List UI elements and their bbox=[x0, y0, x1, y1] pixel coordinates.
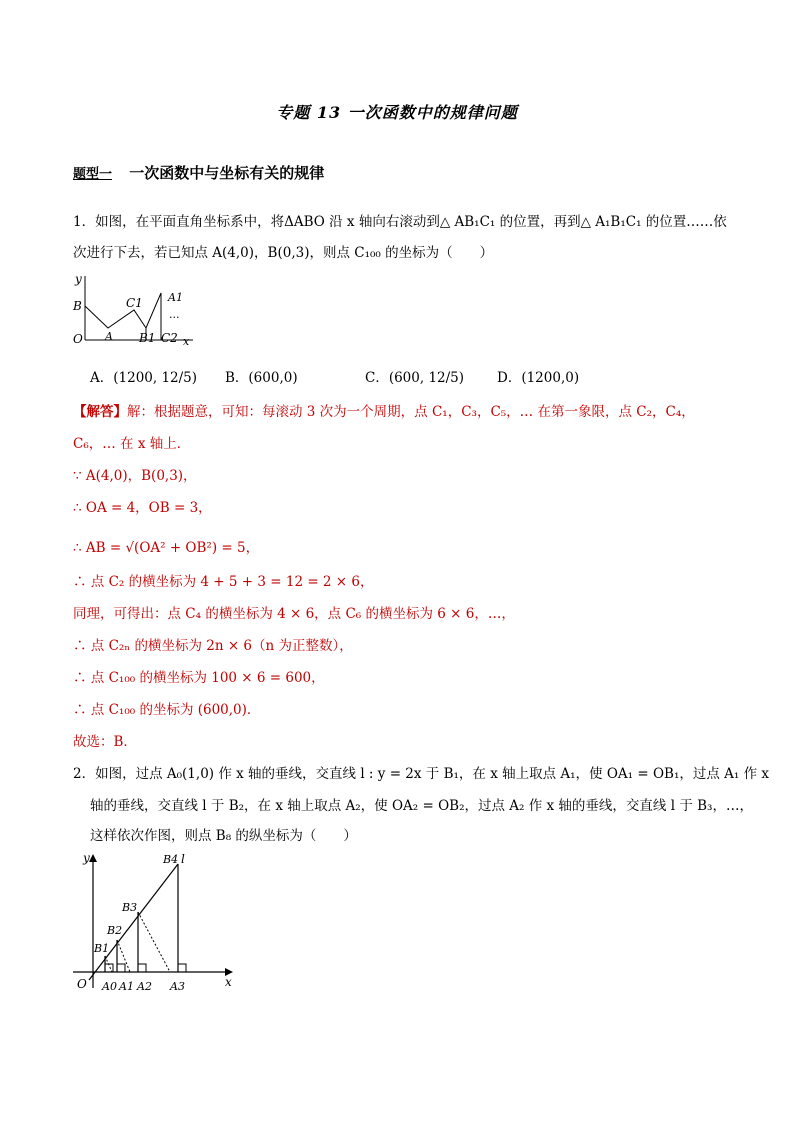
section-badge: 题型一 bbox=[73, 167, 113, 182]
q1-solution-line1-text: 解：根据题意，可知：每滚动 3 次为一个周期，点 C₁，C₃，C₅，… 在第一象限，点 C₂，C₄， bbox=[127, 404, 695, 420]
section-heading bbox=[73, 162, 324, 183]
q2-line3: 这样依次作图，则点 B₈ 的纵坐标为（ ） bbox=[90, 828, 357, 844]
q1-option-c[interactable]: C．(600, 12/5) bbox=[365, 370, 465, 386]
q1-fig-A: A bbox=[105, 330, 113, 343]
q2-line1: 2．如图，过点 A₀(1,0) 作 x 轴的垂线，交直线 l : y = 2x 于 B₁，在 x 轴上取点 A₁，使 OA₁ = OB₁，过点 A₁ 作 x bbox=[73, 766, 770, 782]
q1-line1: 1．如图，在平面直角坐标系中，将ΔABO 沿 x 轴向右滚动到△ AB₁C₁ 的位置，再到△ A₁B₁C₁ 的位置……依 bbox=[73, 214, 727, 230]
q1-fig-y: y bbox=[75, 272, 82, 286]
q2-fig-A1: A1 bbox=[119, 980, 134, 993]
q1-option-b[interactable]: B．(600,0) bbox=[225, 370, 298, 386]
q1-fig-C2: C2 bbox=[161, 331, 178, 345]
q1-figure bbox=[65, 268, 205, 350]
q2-fig-A2: A2 bbox=[137, 980, 152, 993]
q1-solution-line2: C₆，… 在 x 轴上． bbox=[73, 436, 191, 452]
q2-fig-l: l bbox=[181, 852, 185, 866]
q1-solution-line4: ∴ OA = 4，OB = 3， bbox=[73, 500, 212, 516]
q2-fig-A3: A3 bbox=[170, 980, 185, 993]
q1-solution-line3: ∵ A(4,0)，B(0,3)， bbox=[73, 468, 197, 484]
q1-fig-A1: A1 bbox=[168, 291, 183, 304]
q1-solution-line10: ∴ 点 C₁₀₀ 的坐标为 (600,0)． bbox=[73, 702, 261, 718]
q1-solution-line8: ∴ 点 C₂ₙ 的横坐标为 2n × 6（n 为正整数）， bbox=[73, 638, 353, 654]
q2-fig-B4: B4 bbox=[163, 853, 179, 866]
solution-tag: 【解答】 bbox=[73, 404, 127, 420]
q1-solution-line6: ∴ 点 C₂ 的横坐标为 4 + 5 + 3 = 12 = 2 × 6， bbox=[73, 574, 374, 590]
q2-fig-O: O bbox=[77, 977, 87, 991]
q1-fig-O: O bbox=[73, 332, 83, 346]
q1-fig-x: x bbox=[183, 335, 190, 348]
q1-option-a[interactable]: A．(1200, 12/5) bbox=[90, 370, 198, 386]
q2-fig-A0: A0 bbox=[102, 980, 117, 993]
q2-figure bbox=[65, 848, 240, 998]
q1-fig-B: B bbox=[73, 299, 82, 313]
q1-option-d[interactable]: D．(1200,0) bbox=[497, 370, 580, 386]
q2-fig-B2: B2 bbox=[107, 924, 123, 937]
q1-solution-line5: ∴ AB = √(OA² + OB²) = 5， bbox=[73, 540, 260, 556]
q2-fig-B1: B1 bbox=[94, 942, 110, 955]
q1-solution-line1 bbox=[73, 402, 695, 422]
q2-line2: 轴的垂线，交直线 l 于 B₂，在 x 轴上取点 A₂，使 OA₂ = OB₂，过点 A₂ 作 x 轴的垂线，交直线 l 于 B₃，…， bbox=[90, 798, 753, 814]
q1-fig-C1: C1 bbox=[126, 296, 143, 310]
q1-solution-line7: 同理，可得出：点 C₄ 的横坐标为 4 × 6，点 C₆ 的横坐标为 6 × 6，…， bbox=[73, 606, 515, 622]
q1-fig-dots: ... bbox=[169, 308, 180, 321]
q2-fig-B3: B3 bbox=[122, 901, 138, 914]
q1-line2: 次进行下去，若已知点 A(4,0)，B(0,3)，则点 C₁₀₀ 的坐标为（ ） bbox=[73, 245, 494, 261]
page-title: 专题 13 一次函数中的规律问题 bbox=[276, 103, 518, 122]
section-title: 一次函数中与坐标有关的规律 bbox=[129, 164, 325, 182]
q2-fig-x: x bbox=[225, 975, 232, 989]
q1-solution-line9: ∴ 点 C₁₀₀ 的横坐标为 100 × 6 = 600， bbox=[73, 670, 325, 686]
q1-fig-B1: B1 bbox=[139, 331, 156, 345]
q1-answer: 故选：B． bbox=[73, 734, 137, 750]
q2-fig-y: y bbox=[83, 851, 90, 865]
